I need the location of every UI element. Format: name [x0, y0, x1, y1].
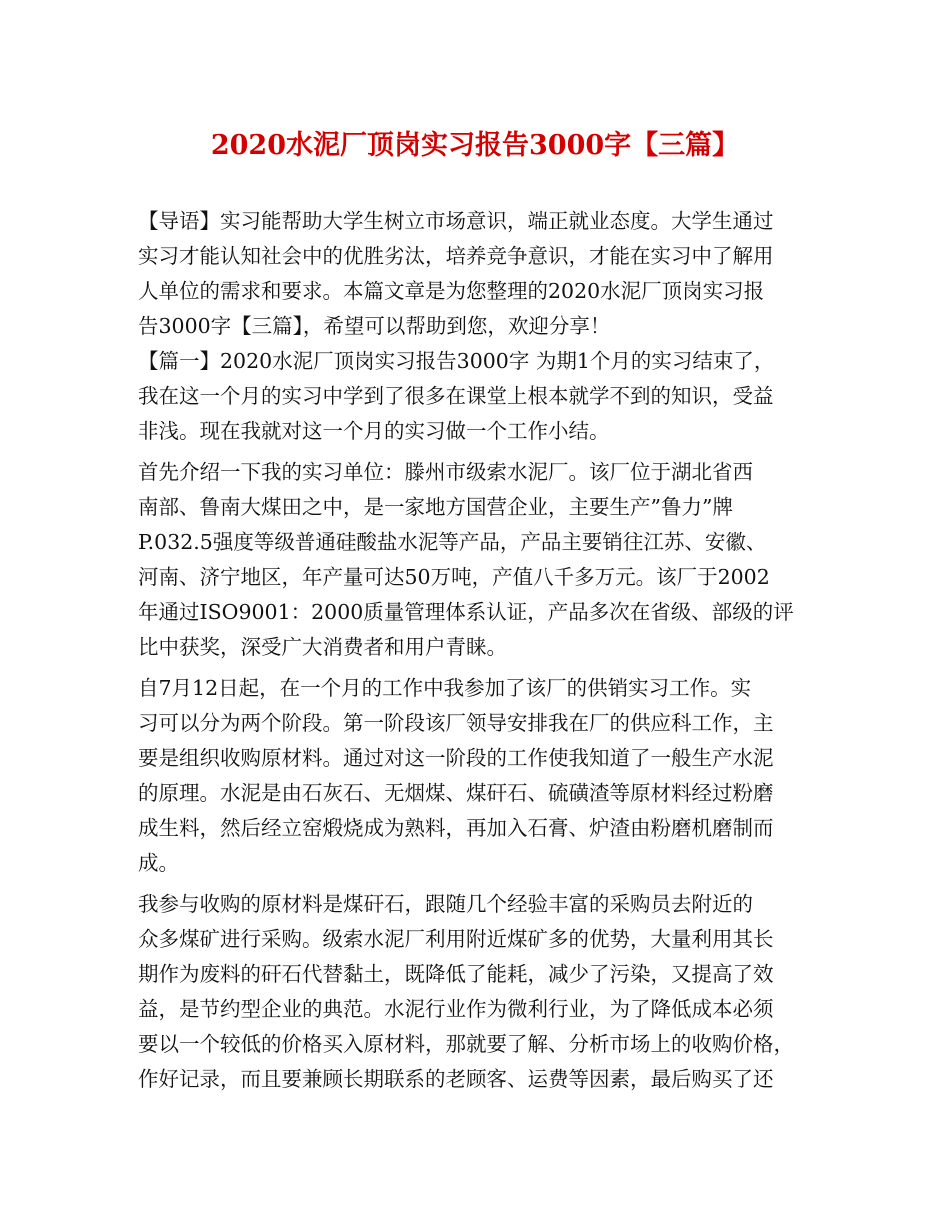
text-line: 作好记录，而且要兼顾长期联系的老顾客、运费等因素，最后购买了还 [138, 1067, 774, 1091]
text-line: 【篇一】2020水泥厂顶岗实习报告3000字 为期1个月的实习结束了， [138, 349, 775, 373]
text-line: 期作为废料的矸石代替黏土，既降低了能耗，减少了污染，又提高了效 [138, 962, 774, 986]
text-line: 年通过ISO9001：2000质量管理体系认证，产品多次在省级、部级的评 [138, 600, 794, 624]
text-line: 人单位的需求和要求。本篇文章是为您整理的2020水泥厂顶岗实习报 [138, 279, 765, 303]
text-line: 南部、鲁南大煤田之中，是一家地方国营企业，主要生产”鲁力”牌 [138, 495, 733, 519]
text-line: 非浅。现在我就对这一个月的实习做一个工作小结。 [138, 419, 610, 443]
text-line: 的原理。水泥是由石灰石、无烟煤、煤矸石、硫磺渣等原材料经过粉磨 [138, 781, 774, 805]
text-line: 成生料，然后经立窑煅烧成为熟料，再加入石膏、炉渣由粉磨机磨制而 [138, 816, 774, 840]
document-title: 2020水泥厂顶岗实习报告3000字【三篇】 [210, 130, 740, 161]
text-line: 比中获奖，深受广大消费者和用户青睐。 [138, 635, 507, 659]
text-line: P.032.5强度等级普通硅酸盐水泥等产品，产品主要销往江苏、安徽、 [138, 530, 767, 554]
text-line: 要以一个较低的价格买入原材料，那就要了解、分析市场上的收购价格， [138, 1032, 794, 1056]
text-line: 我在这一个月的实习中学到了很多在课堂上根本就学不到的知识，受益 [138, 384, 774, 408]
text-line: 告3000字【三篇】，希望可以帮助到您，欢迎分享！ [138, 314, 611, 338]
text-line: 自7月12日起，在一个月的工作中我参加了该厂的供销实习工作。实 [138, 676, 752, 700]
text-line: 益，是节约型企业的典范。水泥行业作为微利行业，为了降低成本必须 [138, 997, 774, 1021]
text-line: 要是组织收购原材料。通过对这一阶段的工作使我知道了一般生产水泥 [138, 746, 774, 770]
text-line: 习可以分为两个阶段。第一阶段该厂领导安排我在厂的供应科工作，主 [138, 711, 774, 735]
text-line: 众多煤矿进行采购。级索水泥厂利用附近煤矿多的优势，大量利用其长 [138, 927, 774, 951]
text-line: 实习才能认知社会中的优胜劣汰，培养竞争意识，才能在实习中了解用 [138, 244, 774, 268]
text-line: 河南、济宁地区，年产量可达50万吨，产值八千多万元。该厂于2002 [138, 565, 770, 589]
text-line: 我参与收购的原材料是煤矸石，跟随几个经验丰富的采购员去附近的 [138, 892, 753, 916]
text-line: 【导语】实习能帮助大学生树立市场意识，端正就业态度。大学生通过 [138, 209, 774, 233]
text-line: 首先介绍一下我的实习单位：滕州市级索水泥厂。该厂位于湖北省西 [138, 460, 753, 484]
text-line: 成。 [138, 851, 179, 875]
